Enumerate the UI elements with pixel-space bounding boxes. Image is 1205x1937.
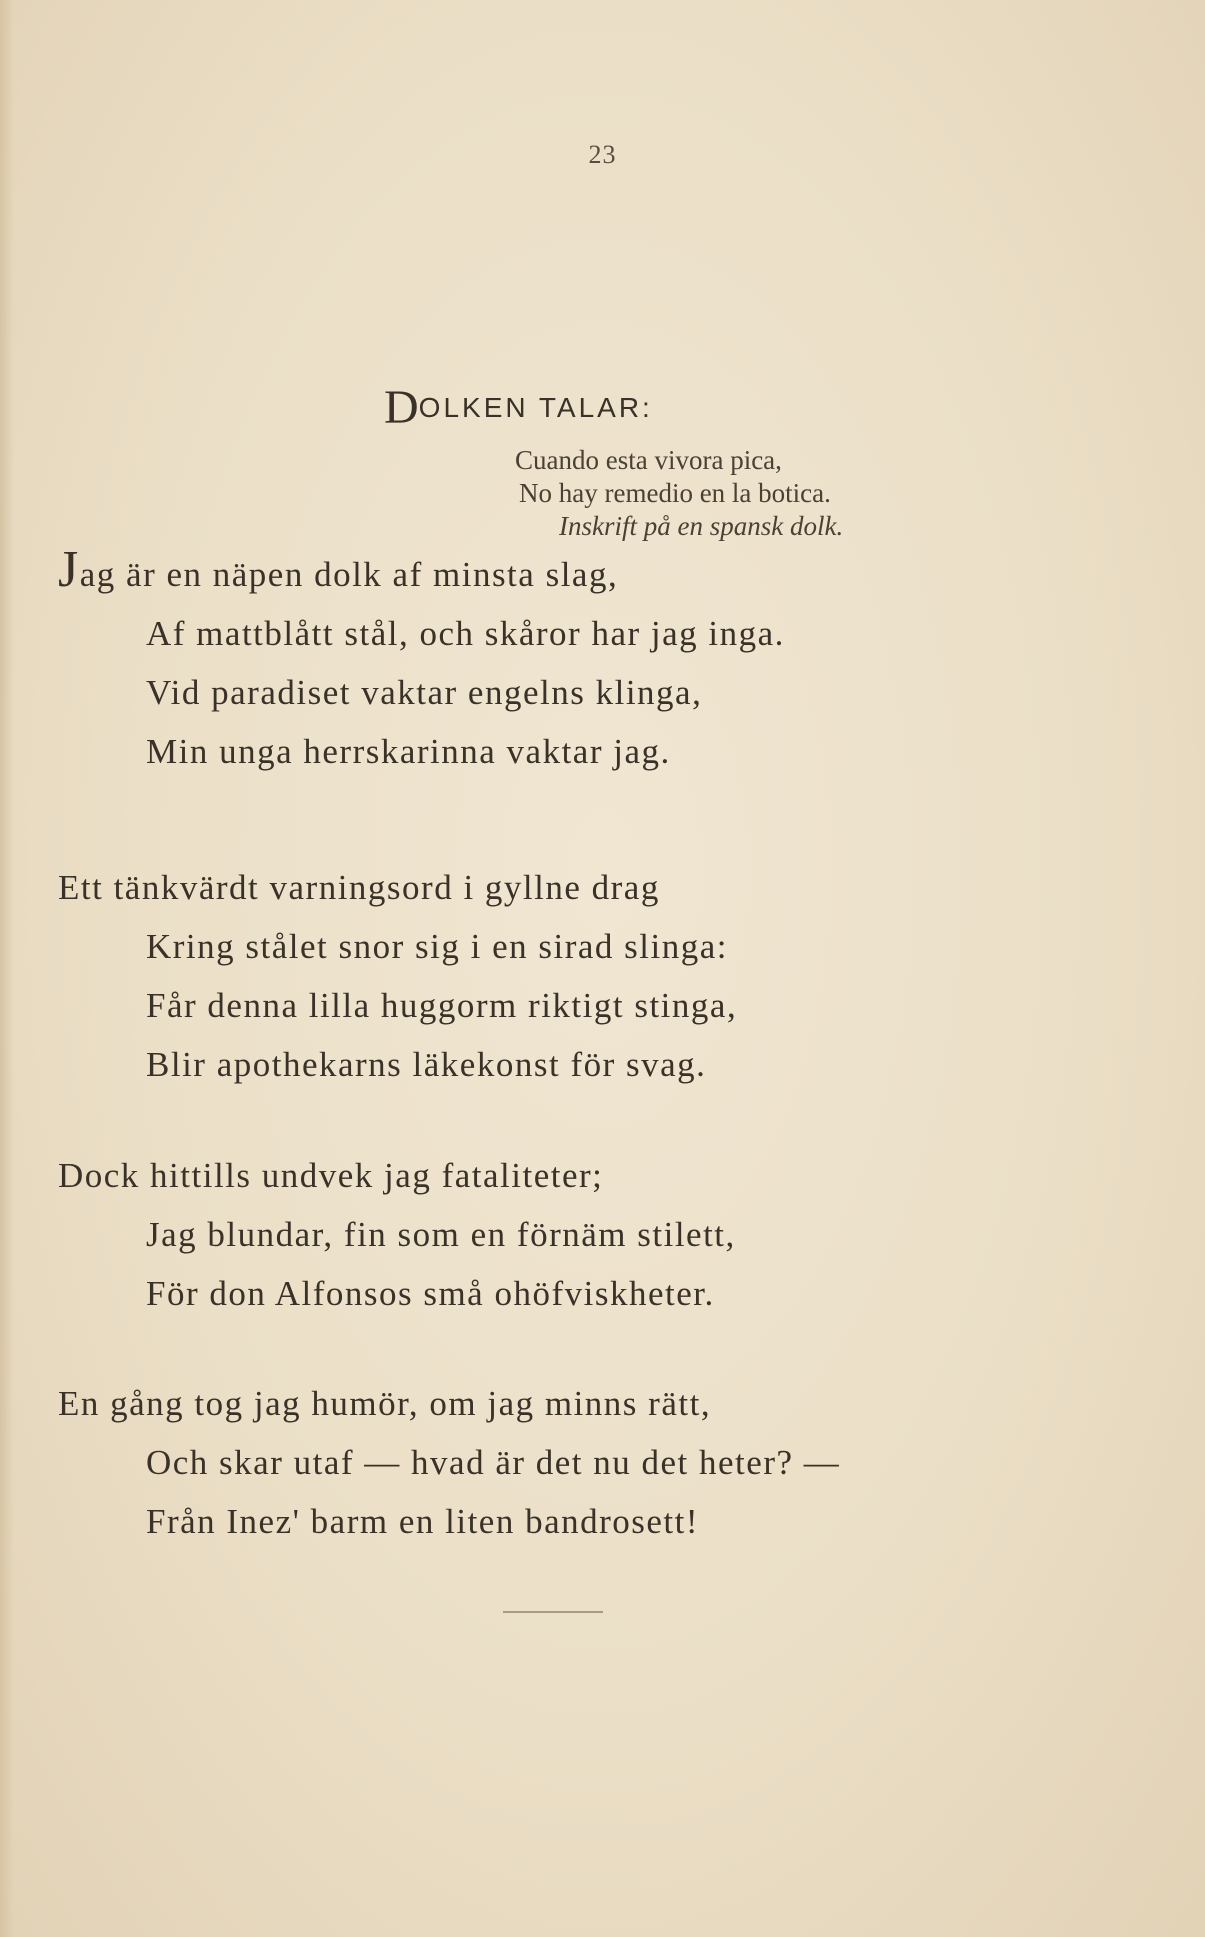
- stanza-2: [58, 858, 737, 1094]
- epigraph-line-1: Cuando esta vivora pica,: [515, 445, 782, 475]
- page-number: 23: [588, 140, 617, 169]
- stanza-4-line-1: En gång tog jag humör, om jag minns rätt,: [58, 1384, 712, 1423]
- stanza-3-line-1: Dock hittills undvek jag fataliteter;: [58, 1156, 604, 1195]
- stanza-1-line-4: Min unga herrskarinna vaktar jag.: [146, 732, 671, 771]
- stanza-2-line-1: Ett tänkvärdt varningsord i gyllne drag: [58, 868, 660, 907]
- title-initial: D: [384, 381, 419, 434]
- stanza-4-line-2: Och skar utaf — hvad är det nu det heter? —: [146, 1443, 841, 1482]
- stanza-2-line-2: Kring stålet snor sig i en sirad slinga:: [146, 927, 729, 966]
- stanza-4-line-3: Från Inez' barm en liten bandrosett!: [146, 1502, 700, 1541]
- stanza-1-line-1-text: ag är en näpen dolk af minsta slag,: [79, 555, 619, 594]
- stanza-3-line-2: Jag blundar, fin som en förnäm stilett,: [146, 1215, 736, 1254]
- epigraph-source: Inskrift på en spansk dolk.: [559, 511, 844, 541]
- poem-title: [384, 380, 653, 435]
- stanza-3-line-3: För don Alfonsos små ohöfviskheter.: [146, 1274, 715, 1313]
- page-binding-edge: [0, 0, 14, 1937]
- epigraph-line-2: No hay remedio en la botica.: [519, 478, 831, 508]
- stanza-2-line-3: Får denna lilla huggorm riktigt stinga,: [146, 986, 738, 1025]
- stanza-1-line-1: [58, 541, 785, 604]
- stanza-3: [58, 1146, 736, 1323]
- stanza-1-line-2: Af mattblått stål, och skåror har jag inga.: [146, 614, 785, 653]
- end-rule: [503, 1611, 603, 1613]
- epigraph: [515, 444, 843, 543]
- title-rest: OLKEN TALAR:: [418, 392, 653, 423]
- drop-initial: J: [58, 541, 80, 598]
- stanza-2-line-4: Blir apothekarns läkekonst för svag.: [146, 1045, 707, 1084]
- stanza-1-line-3: Vid paradiset vaktar engelns klinga,: [146, 673, 703, 712]
- stanza-1: [58, 541, 785, 781]
- stanza-4: [58, 1374, 840, 1551]
